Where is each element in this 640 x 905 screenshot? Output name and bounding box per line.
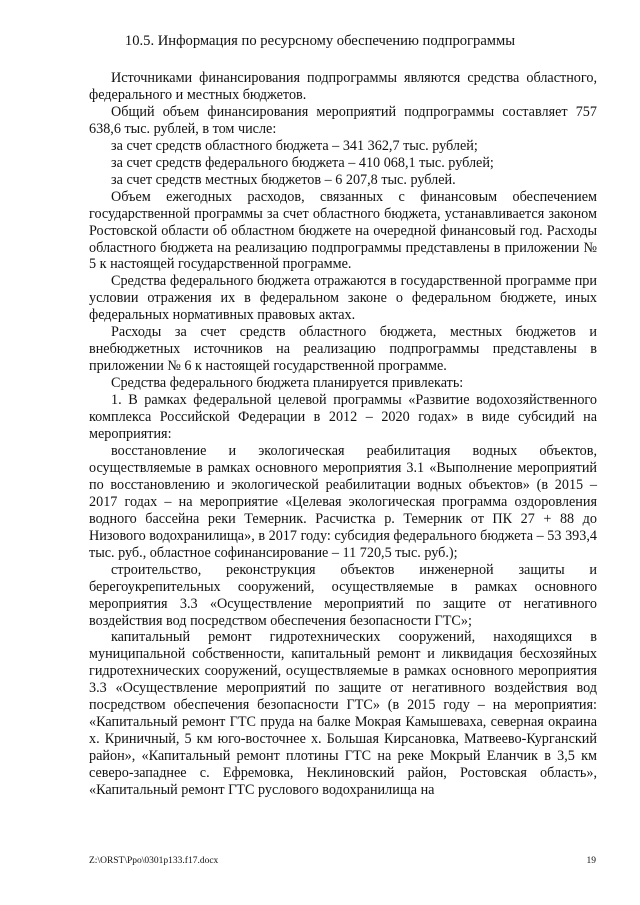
paragraph-federal-budget: за счет средств федерального бюджета – 410 068,1 тыс. рублей; bbox=[111, 154, 494, 171]
paragraph-funding-sources: Источниками финансирования подпрограммы являются средства областного, федерального и местных бюджетов. bbox=[89, 70, 597, 103]
paragraph-restoration: восстановление и экологическая реабилитация водных объектов, осуществляемые в рамках основного мероприятия 3.1 «Выполнение мероприятий по восстановлению и экологической реабилитации водных объектов» (в 2015 – 2017 годах – на мероприятие «Целевая экологическая программа оздоровления водного бассейна реки Темерник. Расчистка р. Темерник от ПК 27 + 88 до Низового водохранилища», в 2017 году: субсидия федерального бюджета – 53 393,4 тыс. руб., областное софинансирование – 11 720,5 тыс. руб.); bbox=[89, 442, 597, 561]
footer-file-path: Z:\ORST\Ppo\0301p133.f17.docx bbox=[89, 856, 219, 866]
paragraph-local-budgets: за счет средств местных бюджетов – 6 207,8 тыс. рублей. bbox=[111, 171, 456, 188]
paragraph-construction: строительство, реконструкция объектов инженерной защиты и берегоукрепительных сооружений, осуществляемые в рамках основного мероприятия 3.3 «Осуществление мероприятий по защите от негативного воздействия вод посредством обеспечения безопасности ГТС»; bbox=[89, 561, 597, 629]
paragraph-expenses-appendix: Расходы за счет средств областного бюджета, местных бюджетов и внебюджетных источников на реализацию подпрограммы представлены в приложении № 6 к настоящей государственной программе. bbox=[89, 324, 597, 375]
document-body bbox=[89, 70, 597, 799]
paragraph-federal-plan: Средства федерального бюджета планируется привлекать: bbox=[111, 375, 464, 392]
paragraph-capital-repair: капитальный ремонт гидротехнических сооружений, находящихся в муниципальной собственности, капитальный ремонт и ликвидация бесхозяйных гидротехнических сооружений, осуществляемые в рамках основного мероприятия 3.3 «Осуществление мероприятий по защите от негативного воздействия вод посредством обеспечения безопасности ГТС» (в 2015 году – на мероприятия: «Капитальный ремонт ГТС пруда на балке Мокрая Камышеваха, северная окраина х. Криничный, 5 км юго-восточнее х. Большая Кирсановка, Матвеево-Курганский район», «Капитальный ремонт плотины ГТС на реке Мокрый Еланчик в 3,5 км северо-западнее с. Ефремовка, Неклиновский район, Ростовская область», «Капитальный ремонт ГТС руслового водохранилища на bbox=[89, 629, 597, 799]
paragraph-regional-budget: за счет средств областного бюджета – 341 362,7 тыс. рублей; bbox=[111, 137, 478, 154]
paragraph-federal-funds: Средства федерального бюджета отражаются в государственной программе при условии отражения их в федеральном законе о федеральном бюджете, иных федеральных нормативных правовых актах. bbox=[89, 273, 597, 324]
paragraph-target-program: 1. В рамках федеральной целевой программы «Развитие водохозяйственного комплекса Российской Федерации в 2012 – 2020 годах» в виде субсидий на мероприятия: bbox=[89, 392, 597, 443]
section-heading: 10.5. Информация по ресурсному обеспечению подпрограммы bbox=[124, 33, 516, 49]
paragraph-annual-expenses: Объем ежегодных расходов, связанных с финансовым обеспечением государственной программы за счет областного бюджета, устанавливается законом Ростовской области об областном бюджете на очередной финансовый год. Расходы областного бюджета на реализацию подпрограммы представлены в приложении № 5 к настоящей государственной программе. bbox=[89, 188, 597, 273]
page-number: 19 bbox=[586, 856, 596, 866]
paragraph-total-funding: Общий объем финансирования мероприятий подпрограммы составляет 757 638,6 тыс. рублей, в том числе: bbox=[89, 103, 597, 137]
